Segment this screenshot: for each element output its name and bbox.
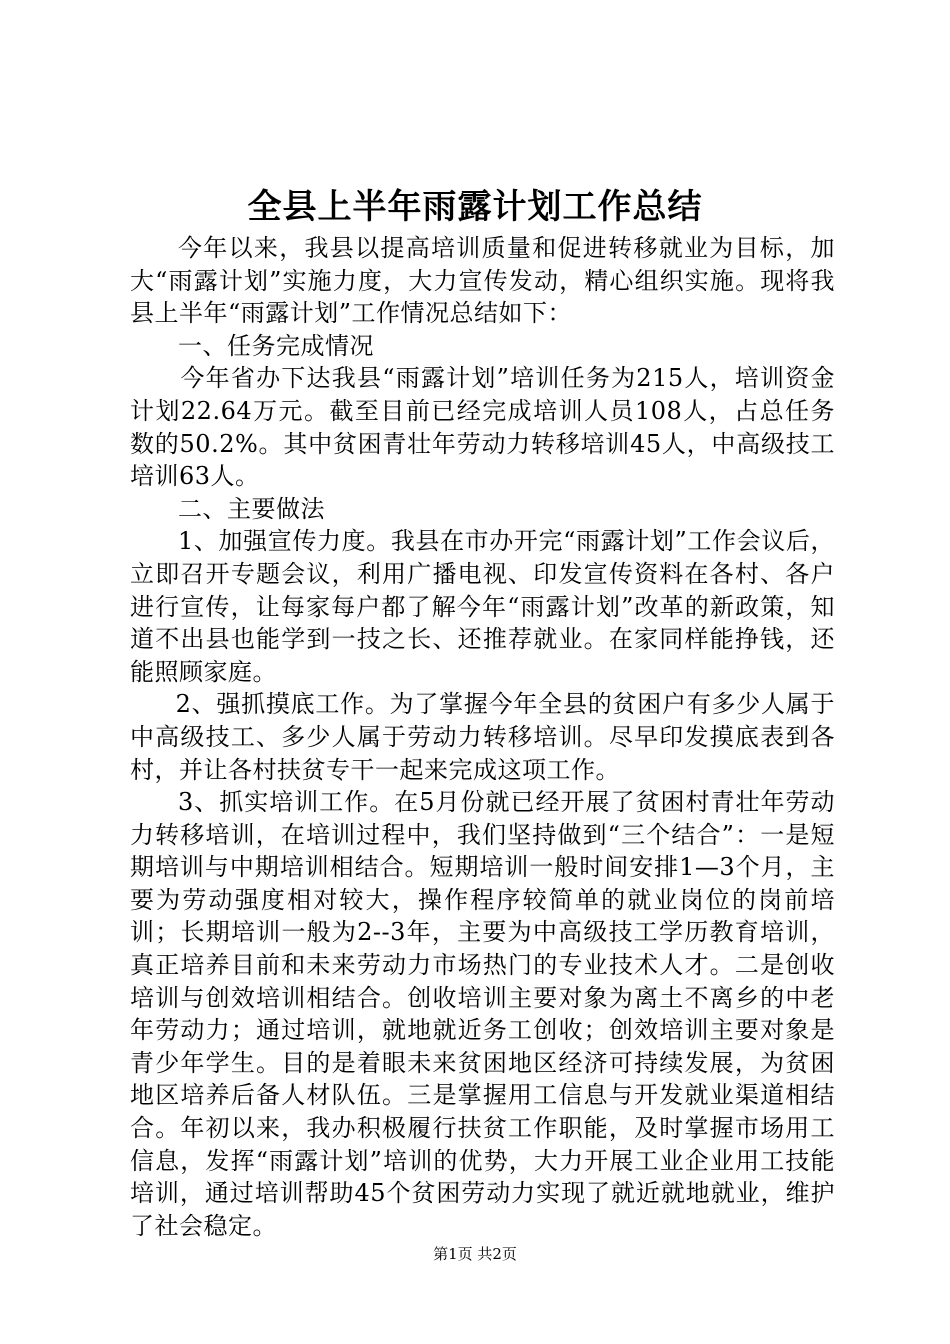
method-1-paragraph: 1、加强宣传力度。我县在市办开完“雨露计划”工作会议后，立即召开专题会议，利用广播电视、印发宣传资料在各村、各户进行宣传，让每家每户都了解今年“雨露计划”改革的新政策，知道不出县也能学到一技之长、还推荐就业。在家同样能挣钱，还能照顾家庭。 <box>130 527 835 686</box>
document-title: 全县上半年雨露计划工作总结 <box>247 187 703 227</box>
section-heading-task-completion: 一、任务完成情况 <box>178 331 374 360</box>
section-heading-main-methods: 二、主要做法 <box>178 494 325 523</box>
page-footer: 第1页 共2页 <box>433 1245 517 1263</box>
task-completion-paragraph: 今年省办下达我县“雨露计划”培训任务为215人，培训资金计划22.64万元。截至目前已经完成培训人员108人，占总任务数的50.2%。其中贫困青壮年劳动力转移培训45人，中高级技工培训63人。 <box>130 364 835 491</box>
intro-paragraph: 今年以来，我县以提高培训质量和促进转移就业为目标，加大“雨露计划”实施力度，大力宣传发动，精心组织实施。现将我县上半年“雨露计划”工作情况总结如下： <box>130 234 835 328</box>
method-2-paragraph: 2、强抓摸底工作。为了掌握今年全县的贫困户有多少人属于中高级技工、多少人属于劳动力转移培训。尽早印发摸底表到各村，并让各村扶贫专干一起来完成这项工作。 <box>130 690 835 784</box>
method-3-paragraph: 3、抓实培训工作。在5月份就已经开展了贫困村青壮年劳动力转移培训，在培训过程中，我们坚持做到“三个结合”：一是短期培训与中期培训相结合。短期培训一般时间安排1—3个月，主要为劳动强度相对较大，操作程序较简单的就业岗位的岗前培训；长期培训一般为2--3年，主要为中高级技工学历教育培训，真正培养目前和未来劳动力市场热门的专业技术人才。二是创收培训与创效培训相结合。创收培训主要对象为离土不离乡的中老年劳动力；通过培训，就地就近务工创收；创效培训主要对象是青少年学生。目的是着眼未来贫困地区经济可持续发展，为贫困地区培养后备人材队伍。三是掌握用工信息与开发就业渠道相结合。年初以来，我办积极履行扶贫工作职能，及时掌握市场用工信息，发挥“雨露计划”培训的优势，大力开展工业企业用工技能培训，通过培训帮助45个贫困劳动力实现了就近就地就业，维护了社会稳定。 <box>130 788 835 1240</box>
document-body <box>130 232 835 1242</box>
